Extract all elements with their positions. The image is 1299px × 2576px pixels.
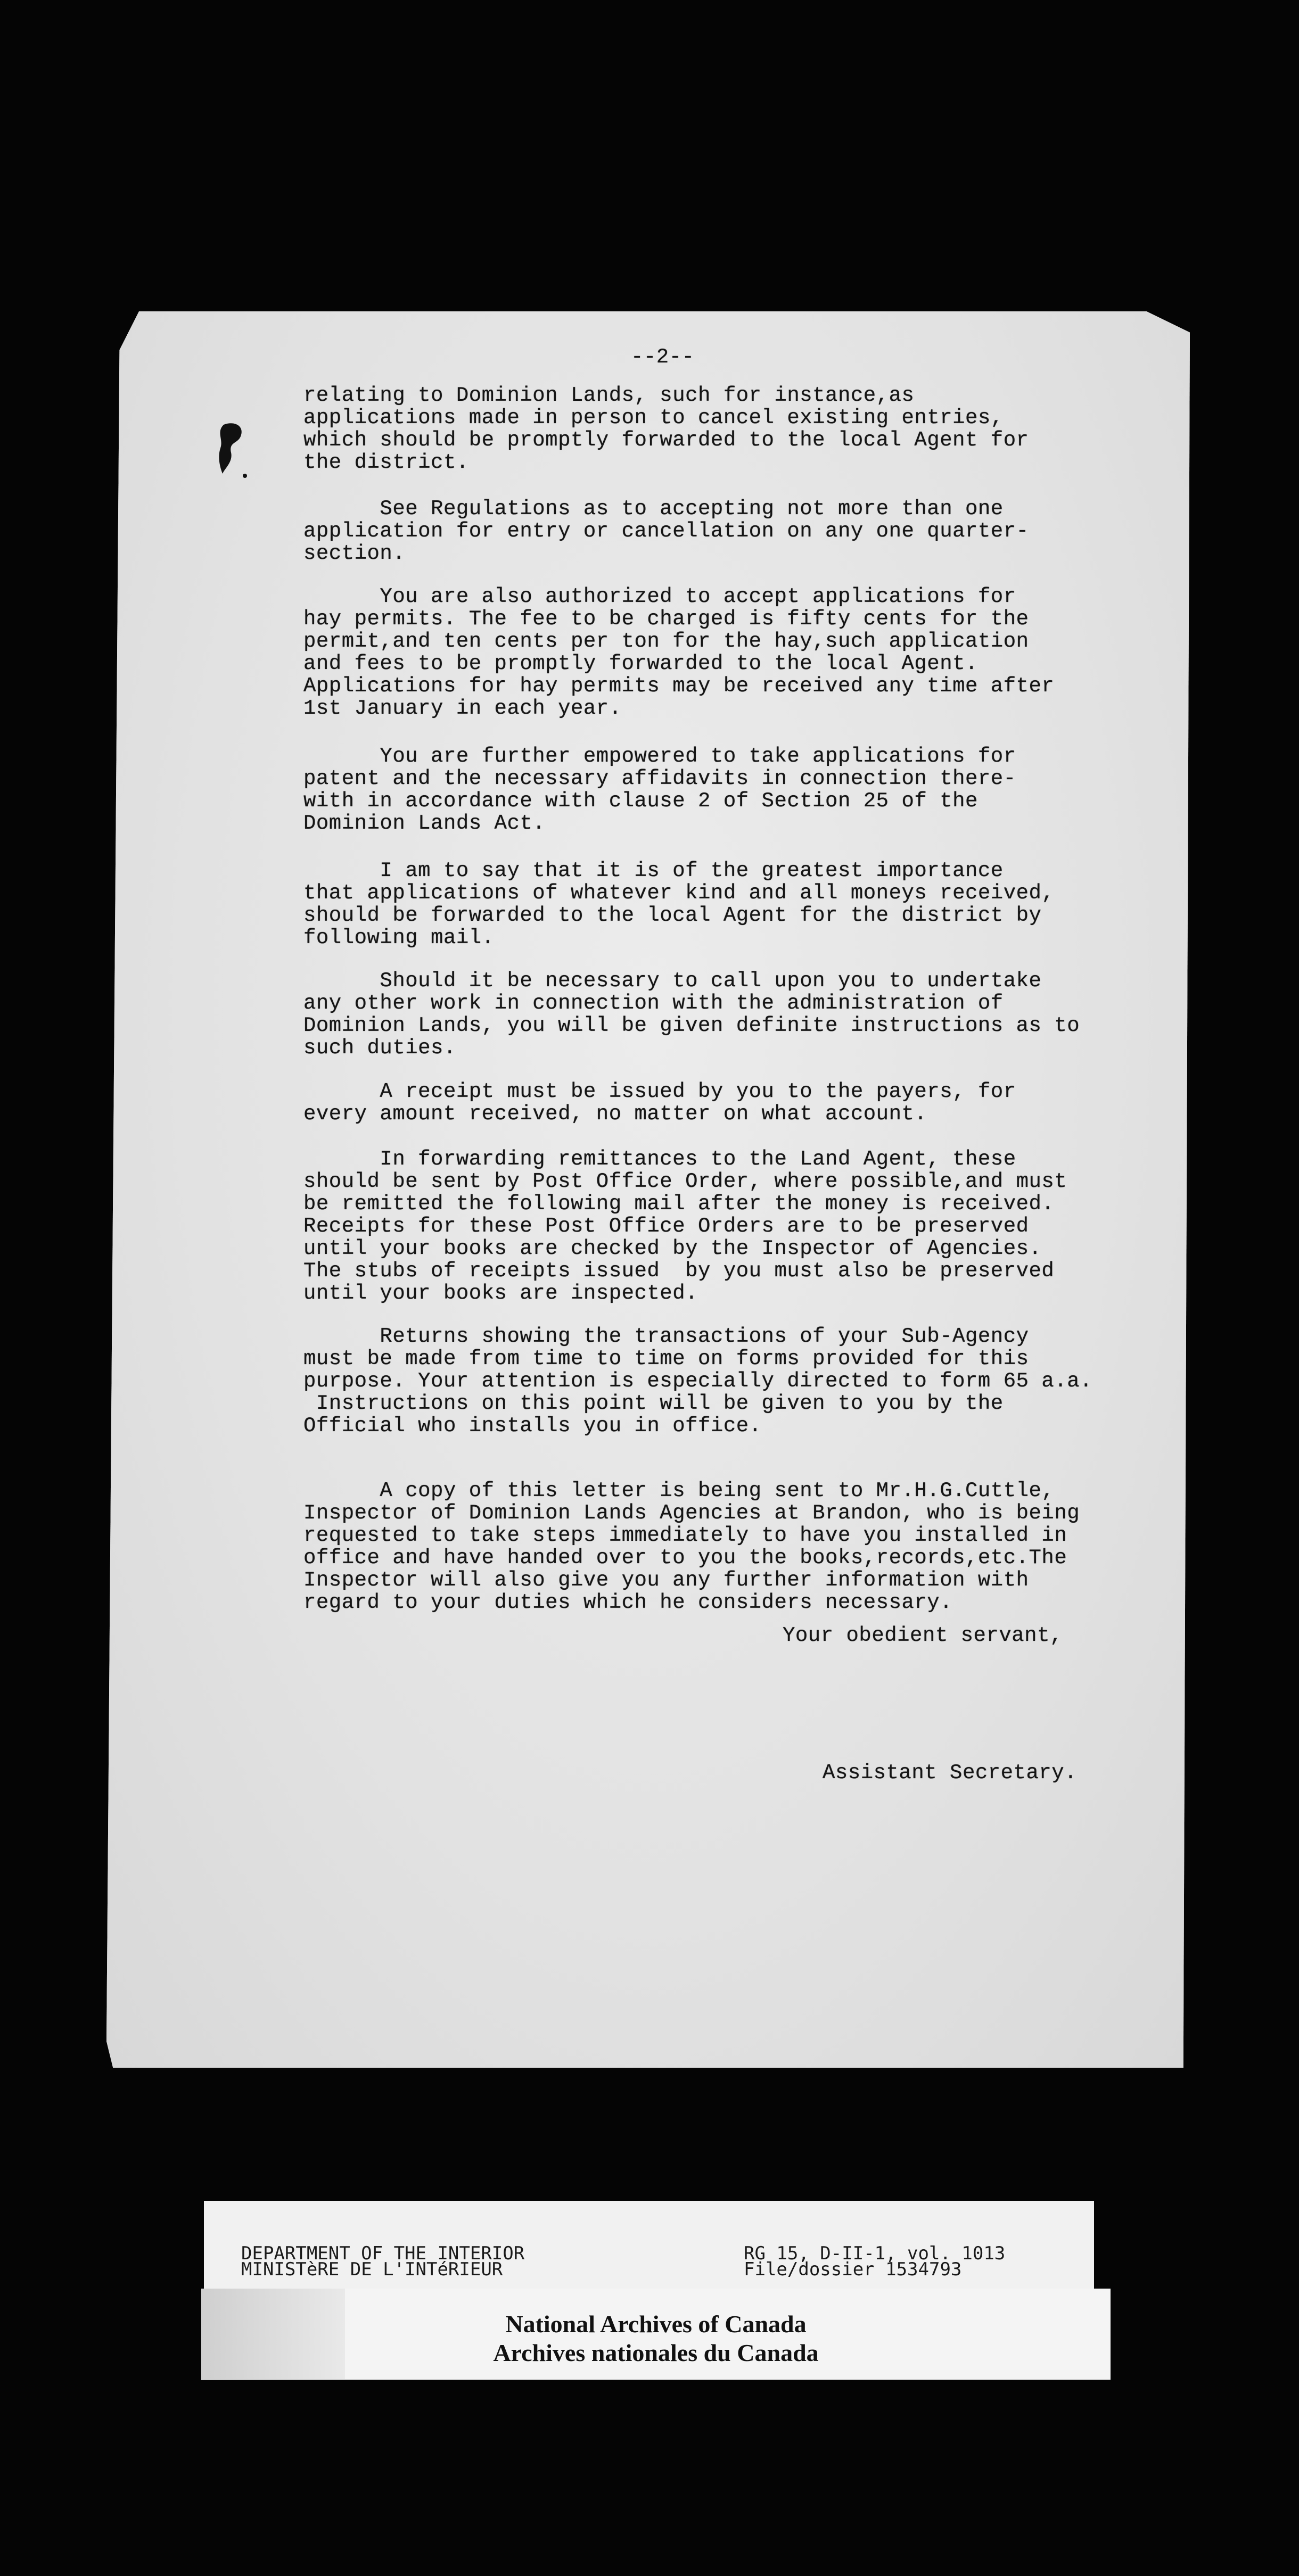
archive-name-fr: Archives nationales du Canada: [493, 2339, 819, 2366]
paragraph-2: See Regulations as to accepting not more than one application for entry or cancellation on any one quarter- section.: [303, 497, 1029, 565]
record-group-reference: RG 15, D-II-1, vol. 1013: [744, 2243, 1006, 2264]
paragraph-4: You are further empowered to take applications for patent and the necessary affidavits in connection there- with in accordance with clause 2 of Section 25 of the Dominion Lands Act.: [303, 745, 1016, 835]
archive-reference-label: [204, 2201, 1094, 2289]
signature-title: Assistant Secretary.: [823, 1761, 1078, 1785]
ink-blot-mark: [213, 420, 250, 479]
archive-name-en: National Archives of Canada: [505, 2310, 807, 2338]
department-name-en: DEPARTMENT OF THE INTERIOR: [241, 2243, 525, 2264]
file-number: File/dossier 1534793: [744, 2259, 962, 2280]
paragraph-10: A copy of this letter is being sent to Mr.H.G.Cuttle, Inspector of Dominion Lands Agencies at Brandon, who is being requested to take steps immediately to have you installed in office and have handed over to you the books,records,etc.The Inspector will also give you any further information with regard to your duties which he considers necessary.: [303, 1479, 1080, 1614]
paragraph-1: relating to Dominion Lands, such for instance,as applications made in person to cancel existing entries, which should be promptly forwarded to the local Agent for the district.: [303, 384, 1029, 474]
department-name-fr: MINISTèRE DE L'INTéRIEUR: [241, 2259, 503, 2280]
paragraph-3: You are also authorized to accept applications for hay permits. The fee to be charged is fifty cents for the permit,and ten cents per ton for the hay,such application and fees to be promptly forwarded to the local Agent. Applications for hay permits may be received any time after 1st January in each year.: [303, 585, 1055, 720]
paragraph-9: Returns showing the transactions of your Sub-Agency must be made from time to time on forms provided for this purpose. Your attention is especially directed to form 65 a.a. Instructions on this point will be given to you by the Official who installs you in office.: [303, 1325, 1093, 1438]
archive-name-label: [201, 2289, 1111, 2379]
page-number: --2--: [631, 345, 695, 369]
paragraph-7: A receipt must be issued by you to the payers, for every amount received, no matter on what account.: [303, 1080, 1016, 1126]
paragraph-8: In forwarding remittances to the Land Agent, these should be sent by Post Office Order, where possible,and must be remitted the following mail after the money is received. Receipts for these Post Office Orders are to be preserved until your books are checked by the Inspector of Agencies. The stubs of receipts issued by you must also be preserved until your books are inspected.: [303, 1147, 1067, 1305]
closing-salutation: Your obedient servant,: [783, 1624, 1063, 1647]
paragraph-6: Should it be necessary to call upon you to undertake any other work in connection with the administration of Dominion Lands, you will be given definite instructions as to such duties.: [303, 969, 1080, 1060]
paragraph-5: I am to say that it is of the greatest importance that applications of whatever kind and all moneys received, should be forwarded to the local Agent for the district by following mail.: [303, 859, 1055, 950]
